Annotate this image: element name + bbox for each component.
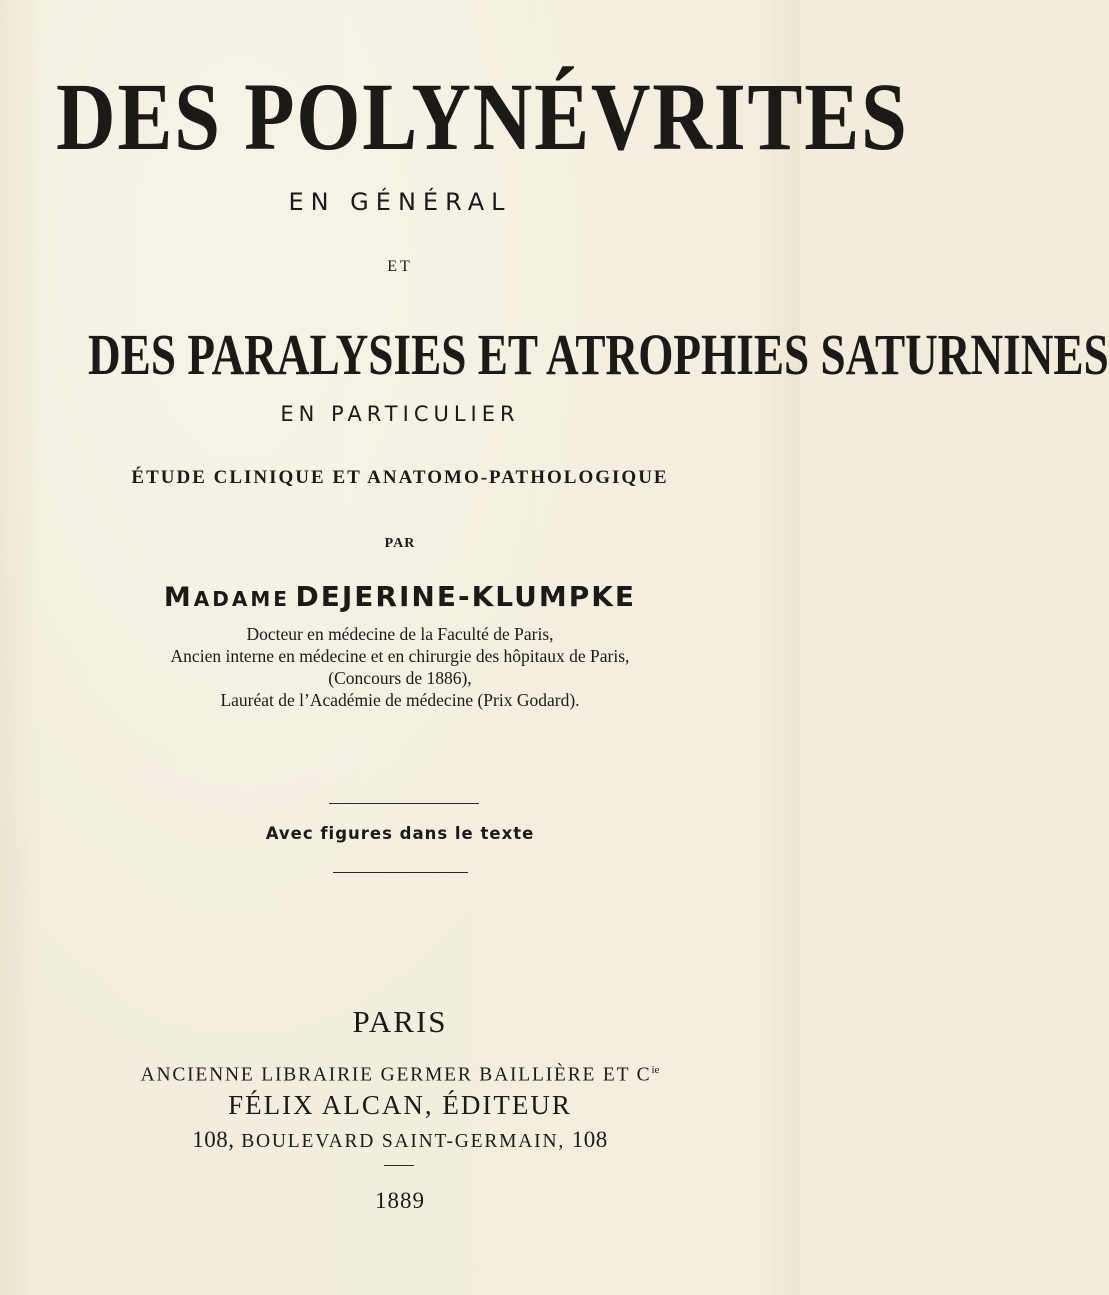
credential-line: (Concours de 1886), xyxy=(328,668,472,688)
publisher-superscript: ie xyxy=(651,1064,660,1076)
author-name: DEJERINE-KLUMPKE xyxy=(295,580,637,613)
publisher-name: ANCIENNE LIBRAIRIE GERMER BAILLIÈRE ET C xyxy=(140,1064,652,1086)
address-number-end: 108 xyxy=(571,1127,608,1152)
secondary-title: DES PARALYSIES ET ATROPHIES SATURNINES xyxy=(88,322,1109,387)
divider-rule xyxy=(333,872,468,873)
subtitle-particulier: EN PARTICULIER xyxy=(280,402,520,426)
address-street: BOULEVARD SAINT-GERMAIN, xyxy=(234,1131,572,1152)
credential-line: Docteur en médecine de la Faculté de Paris, xyxy=(246,624,554,644)
address-line xyxy=(0,1127,800,1155)
main-title: DES POLYNÉVRITES xyxy=(56,63,909,170)
author-prefix-initial: M xyxy=(163,582,194,613)
author-prefix-rest: ADAME xyxy=(193,587,290,611)
divider-rule xyxy=(384,1165,414,1166)
study-type: ÉTUDE CLINIQUE ET ANATOMO-PATHOLOGIQUE xyxy=(131,467,669,488)
figures-note: Avec figures dans le texte xyxy=(265,824,535,843)
address-number-start: 108, xyxy=(192,1127,235,1152)
credential-line: Ancien interne en médecine et en chirurgie des hôpitaux de Paris, xyxy=(170,646,630,666)
subtitle-general: EN GÉNÉRAL xyxy=(288,188,512,216)
divider-rule xyxy=(329,803,479,804)
editor-line: FÉLIX ALCAN, ÉDITEUR xyxy=(228,1090,572,1120)
publisher-line xyxy=(0,1057,800,1089)
credential-line: Lauréat de l’Académie de médecine (Prix Godard). xyxy=(220,690,580,710)
conjunction-et: ET xyxy=(387,258,413,275)
by-label: PAR xyxy=(384,536,416,551)
publication-year: 1889 xyxy=(375,1188,425,1213)
imprint-city: PARIS xyxy=(352,1004,448,1039)
author-line xyxy=(0,580,800,618)
